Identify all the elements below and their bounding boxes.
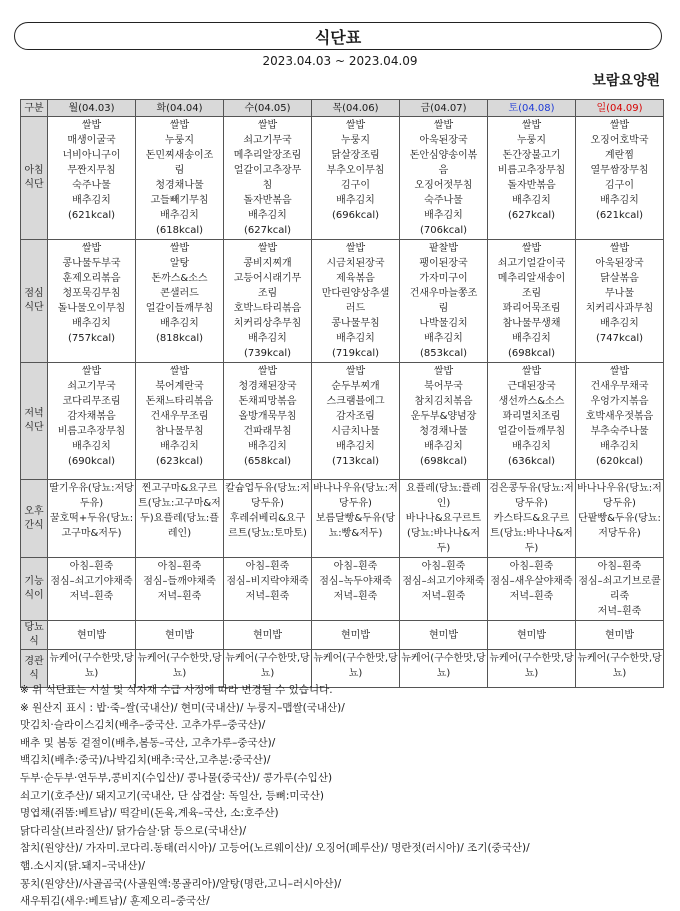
menu-cell — [224, 117, 312, 240]
menu-item: (853kcal) — [419, 348, 468, 359]
menu-item: 참나물무침 — [155, 426, 204, 437]
menu-item: 순두부찌개 — [331, 381, 380, 392]
row-label-line: 식단 — [24, 179, 44, 190]
row-breakfast — [21, 117, 664, 240]
menu-item: 조림 — [521, 288, 542, 299]
menu-item: 현미밥 — [429, 629, 458, 641]
menu-cell — [224, 480, 312, 558]
menu-item: 오징어젓무침 — [414, 180, 473, 191]
menu-cell — [400, 621, 488, 650]
menu-cell — [224, 621, 312, 650]
note-line: 맛김치·슬라이스김치(배추–중국산. 고추가루–중국산)/ — [20, 719, 266, 732]
menu-cell — [576, 363, 664, 480]
row-snack — [21, 480, 664, 558]
menu-item: (698kcal) — [507, 348, 556, 359]
menu-item: 저녁–흰죽 — [245, 591, 290, 602]
menu-cell — [400, 363, 488, 480]
menu-cell — [576, 240, 664, 363]
notes-section — [20, 682, 670, 911]
menu-cell — [576, 480, 664, 558]
menu-cell — [312, 240, 400, 363]
menu-item: 운두부&양념장 — [410, 411, 477, 422]
menu-item: 쇠고기무국 — [67, 381, 116, 392]
day-header-tue: 화(04.04) — [136, 100, 224, 117]
menu-item: 오징어호박국 — [590, 135, 649, 146]
menu-item: 생선까스&소스 — [498, 396, 565, 407]
row-label-line: 식단 — [24, 422, 44, 433]
menu-item: 저녁–흰죽 — [509, 591, 554, 602]
menu-item: 콩나물두부국 — [62, 258, 121, 269]
menu-cell — [48, 117, 136, 240]
menu-item: 뉴케어(구수한맛,당뇨) — [313, 653, 398, 679]
menu-item: 청경채나물 — [155, 180, 204, 191]
menu-item: 점심–새우살야채죽 — [490, 576, 573, 587]
menu-item: 부추숙주나물 — [590, 426, 649, 437]
menu-item: 아침–흰죽 — [333, 561, 378, 572]
day-header-row — [21, 100, 664, 117]
day-header-sat: 토(04.08) — [488, 100, 576, 117]
menu-item: (621kcal) — [595, 210, 644, 221]
menu-item: 코다리무조림 — [62, 396, 121, 407]
menu-item: 훈제오리볶음 — [62, 273, 121, 284]
menu-item: (690kcal) — [67, 456, 116, 467]
menu-item: 비름고추장무침 — [57, 426, 126, 437]
menu-item: 쌀밥 — [257, 366, 278, 377]
menu-item: 시금치된장국 — [326, 258, 385, 269]
menu-item: 치커리사과무침 — [585, 303, 654, 314]
menu-item: 김구이 — [341, 180, 370, 191]
menu-item: 바나나우유(당뇨:저당두유) — [313, 483, 398, 509]
menu-item: 조림 — [257, 288, 278, 299]
row-label-breakfast — [21, 117, 48, 240]
menu-item: 호박새우젓볶음 — [585, 411, 654, 422]
menu-item: 쌀밥 — [521, 243, 542, 254]
menu-item: 저녁–흰죽 — [157, 591, 202, 602]
menu-item: 검은콩두유(당뇨:저당두유) — [489, 483, 574, 509]
menu-item: 쌀밥 — [81, 366, 102, 377]
menu-cell — [312, 480, 400, 558]
menu-cell — [312, 117, 400, 240]
row-label-line: 식 — [29, 636, 39, 647]
row-diabetic-diet — [21, 621, 664, 650]
menu-item: 점심–비지락야채죽 — [226, 576, 309, 587]
menu-item: 배추김치 — [424, 333, 463, 344]
menu-cell — [136, 480, 224, 558]
day-header-mon: 월(04.03) — [48, 100, 136, 117]
menu-item: 콘샐러드 — [160, 288, 199, 299]
menu-item: (623kcal) — [155, 456, 204, 467]
menu-item: 쌀밥 — [345, 120, 366, 131]
menu-item: 뉴케어(구수한맛,당뇨) — [577, 653, 662, 679]
menu-item: 꽈리어묵조림 — [502, 303, 561, 314]
menu-item: 저녁–흰죽 — [421, 591, 466, 602]
menu-item: 뉴케어(구수한맛,당뇨) — [489, 653, 574, 679]
menu-item: 찐고구마&요구르트(당뇨:고구마&저두)요플레(당뇨:플레인) — [138, 483, 221, 539]
menu-item: 제육볶음 — [336, 273, 375, 284]
menu-item: 비름고추장무침 — [497, 165, 566, 176]
menu-item: 콩나물무침 — [331, 318, 380, 329]
menu-item: 단팥빵&두유(당뇨:저당두유) — [578, 513, 661, 539]
menu-item: 배추김치 — [512, 441, 551, 452]
menu-item: (636kcal) — [507, 456, 556, 467]
menu-item: 저녁–흰죽 — [69, 591, 114, 602]
menu-item: 올방개묵무침 — [238, 411, 297, 422]
menu-cell — [488, 117, 576, 240]
menu-item: 북어무국 — [424, 381, 463, 392]
row-label-dinner — [21, 363, 48, 480]
menu-item: (627kcal) — [507, 210, 556, 221]
menu-item: 스크램블에그 — [326, 396, 385, 407]
menu-item: 아욱된장국 — [419, 135, 468, 146]
menu-item: 배추김치 — [600, 441, 639, 452]
menu-item: 후레쉬베리&요구르트(당뇨:토마토) — [228, 513, 307, 539]
menu-cell — [576, 117, 664, 240]
menu-item: 누룽지 — [165, 135, 194, 146]
menu-item: 가자미구이 — [419, 273, 468, 284]
menu-item: 배추김치 — [160, 210, 199, 221]
menu-item: 팽이된장국 — [419, 258, 468, 269]
note-line: 참치(원양산)/ 가자미.코다리.동태(러시아)/ 고등어(노르웨이산)/ 오징어(페루산)/ 명란젓(러시아)/ 조기(중국산)/ — [20, 842, 530, 855]
menu-item: 뉴케어(구수한맛,당뇨) — [137, 653, 222, 679]
menu-item: 현미밥 — [517, 629, 546, 641]
menu-item: 청경채나물 — [419, 426, 468, 437]
facility-name: 보람요양원 — [592, 73, 660, 89]
menu-item: 배추김치 — [248, 441, 287, 452]
menu-item: 우엉가지볶음 — [590, 396, 649, 407]
menu-item: 배추김치 — [72, 318, 111, 329]
note-line: 꽁치(원양산)/사골곰국(사골원액:몽골리아)/알탕(명란,고니–러시아산)/ — [20, 877, 342, 890]
menu-item: 칼슘업두유(당뇨:저당두유) — [225, 483, 310, 509]
menu-item: 쌀밥 — [521, 120, 542, 131]
menu-item: 닭살장조림 — [331, 150, 380, 161]
day-header-wed: 수(04.05) — [224, 100, 312, 117]
row-functional-diet — [21, 558, 664, 621]
menu-item: 메추리알새송이 — [497, 273, 566, 284]
corner-header: 구분 — [21, 100, 48, 117]
menu-item: 배추김치 — [336, 333, 375, 344]
menu-item: 배추김치 — [248, 210, 287, 221]
menu-cell — [48, 480, 136, 558]
menu-item: 쌀밥 — [609, 243, 630, 254]
menu-item: 얼갈이들깨무침 — [497, 426, 566, 437]
menu-item: 배추김치 — [424, 441, 463, 452]
menu-cell — [400, 480, 488, 558]
menu-cell — [136, 117, 224, 240]
menu-item: 쌀밥 — [345, 243, 366, 254]
menu-item: 뉴케어(구수한맛,당뇨) — [401, 653, 486, 679]
menu-item: 메추리알장조림 — [233, 150, 302, 161]
day-header-sun: 일(04.09) — [576, 100, 664, 117]
menu-item: 매생이굴국 — [67, 135, 116, 146]
menu-item: 쇠고기무국 — [243, 135, 292, 146]
menu-item: 배추김치 — [512, 195, 551, 206]
menu-item: 딸기우유(당뇨:저당두유) — [49, 483, 134, 509]
menu-item: 현미밥 — [341, 629, 370, 641]
day-header-thu: 목(04.06) — [312, 100, 400, 117]
menu-item: 누룽지 — [341, 135, 370, 146]
menu-item: 콩비지찌개 — [243, 258, 292, 269]
menu-item: 저녁–흰죽 — [597, 606, 642, 617]
menu-item: 점심–쇠고기야채죽 — [402, 576, 485, 587]
menu-item: 현미밥 — [605, 629, 634, 641]
menu-item: 뉴케어(구수한맛,당뇨) — [49, 653, 134, 679]
menu-item: (620kcal) — [595, 456, 644, 467]
menu-item: (818kcal) — [155, 333, 204, 344]
menu-item: 아침–흰죽 — [597, 561, 642, 572]
menu-item: 감자채볶음 — [67, 411, 116, 422]
menu-cell — [136, 621, 224, 650]
menu-item: 배추김치 — [160, 318, 199, 329]
note-line: 백김치(배추:중국)/나박김치(배추:국산,고추분:중국산)/ — [20, 754, 271, 767]
menu-item: 고등어시래기무 — [233, 273, 302, 284]
row-lunch — [21, 240, 664, 363]
note-line: 닭다리살(브라질산)/ 닭가슴살·닭 등으로(국내산)/ — [20, 824, 247, 837]
row-label-functional-diet — [21, 558, 48, 621]
menu-item: 아침–흰죽 — [245, 561, 290, 572]
menu-item: 숙주나물 — [72, 180, 111, 191]
menu-item: 아침–흰죽 — [421, 561, 466, 572]
menu-item: 요플레(당뇨:플레인) — [406, 483, 481, 509]
menu-item: (757kcal) — [67, 333, 116, 344]
day-header-fri: 금(04.07) — [400, 100, 488, 117]
menu-cell — [136, 558, 224, 621]
note-line: 햄.소시지(닭.돼지–국내산)/ — [20, 859, 146, 872]
menu-cell — [224, 558, 312, 621]
menu-item: 돈간장불고기 — [502, 150, 561, 161]
row-label-diabetic-diet — [21, 621, 48, 650]
row-label-line: 경관 — [24, 655, 44, 667]
menu-item: 돈민찌새송이조 — [145, 150, 214, 161]
menu-item: (658kcal) — [243, 456, 292, 467]
menu-item: 저녁–흰죽 — [333, 591, 378, 602]
date-range: 2023.04.03 ~ 2023.04.09 — [262, 54, 418, 68]
menu-item: 팥찰밥 — [429, 243, 458, 254]
menu-cell — [312, 621, 400, 650]
menu-item: 배추김치 — [424, 210, 463, 221]
menu-item: 호박느타리볶음 — [233, 303, 302, 314]
menu-item: (719kcal) — [331, 348, 380, 359]
menu-cell — [48, 363, 136, 480]
menu-item: 쌀밥 — [169, 243, 190, 254]
menu-item: 참나물무생채 — [502, 318, 561, 329]
menu-item: 누룽지 — [517, 135, 546, 146]
menu-item: 바나나&요구르트(당뇨:바나나&저두) — [405, 513, 482, 554]
menu-item: 배추김치 — [336, 441, 375, 452]
menu-cell — [400, 240, 488, 363]
note-line: 새우튀김(새우:베트남)/ 훈제오리–중국산/ — [20, 895, 210, 908]
menu-item: 숙주나물 — [424, 195, 463, 206]
row-label-lunch — [21, 240, 48, 363]
menu-item: 배추김치 — [600, 195, 639, 206]
note-line: 쇠고기(호주산)/ 돼지고기(국내산, 단 삼겹살: 독일산, 등뼈:미국산) — [20, 789, 324, 802]
menu-item: 배추김치 — [72, 195, 111, 206]
menu-item: 아욱된장국 — [595, 258, 644, 269]
row-label-line: 아침 — [24, 165, 44, 176]
menu-item: 돈채느타리볶음 — [145, 396, 214, 407]
menu-item: 돈채피망볶음 — [238, 396, 297, 407]
menu-item: 건새우무조림 — [150, 411, 209, 422]
menu-item: 돌나물오이무침 — [57, 303, 126, 314]
menu-item: 카스타드&요구르트(당뇨:바나나&저두) — [490, 513, 573, 554]
menu-item: 점심–들깨야채죽 — [143, 576, 216, 587]
menu-item: 돈안심양송이볶 — [409, 150, 478, 161]
menu-item: (696kcal) — [331, 210, 380, 221]
menu-item: 배추김치 — [160, 441, 199, 452]
menu-item: 시금치나물 — [331, 426, 380, 437]
note-line: 두부·순두부·연두부,콩비지(수입산)/ 콩나물(중국산)/ 콩가루(수입산) — [20, 771, 333, 784]
row-label-line: 식이 — [24, 590, 44, 601]
menu-item: 아침–흰죽 — [157, 561, 202, 572]
menu-item: 쌀밥 — [345, 366, 366, 377]
menu-item: 음 — [438, 165, 449, 176]
menu-item: 얼갈이들깨무침 — [145, 303, 214, 314]
menu-item: 쌀밥 — [257, 243, 278, 254]
menu-item: (698kcal) — [419, 456, 468, 467]
menu-item: 쌀밥 — [257, 120, 278, 131]
menu-item: 돈까스&소스 — [151, 273, 208, 284]
menu-item: 건파래무침 — [243, 426, 292, 437]
row-label-line: 식단 — [24, 302, 44, 313]
menu-item: 돌자반볶음 — [507, 180, 556, 191]
menu-item: 돌자반볶음 — [243, 195, 292, 206]
menu-item: 청포묵김무침 — [62, 288, 121, 299]
menu-item: 배추김치 — [336, 195, 375, 206]
weekly-menu-table — [20, 99, 664, 688]
menu-cell — [48, 240, 136, 363]
menu-item: (618kcal) — [155, 225, 204, 236]
menu-item: 쌀밥 — [521, 366, 542, 377]
row-label-line: 오후 — [24, 505, 44, 517]
menu-item: (627kcal) — [243, 225, 292, 236]
menu-cell — [312, 363, 400, 480]
menu-cell — [224, 240, 312, 363]
menu-item: 쌀밥 — [433, 120, 454, 131]
menu-cell — [312, 558, 400, 621]
menu-item: 나박물김치 — [419, 318, 468, 329]
menu-item: (739kcal) — [243, 348, 292, 359]
menu-item: 쌀밥 — [81, 243, 102, 254]
menu-item: 근대된장국 — [507, 381, 556, 392]
menu-item: 청경채된장국 — [238, 381, 297, 392]
menu-item: 점심–쇠고기브로콜리죽 — [578, 576, 661, 602]
menu-cell — [48, 558, 136, 621]
row-label-line: 간식 — [24, 519, 44, 531]
menu-item: 점심–쇠고기야채죽 — [50, 576, 133, 587]
menu-item: 닭살볶음 — [600, 273, 639, 284]
menu-cell — [224, 363, 312, 480]
menu-item: 보름달빵&두유(당뇨:빵&저두) — [315, 513, 396, 539]
menu-item: 배추김치 — [600, 318, 639, 329]
menu-cell — [136, 363, 224, 480]
menu-cell — [488, 363, 576, 480]
menu-title: 식단표 — [14, 22, 662, 50]
menu-cell — [400, 558, 488, 621]
menu-item: 고들빼기무침 — [150, 195, 209, 206]
menu-cell — [576, 621, 664, 650]
menu-item: 쌀밥 — [609, 120, 630, 131]
menu-item: 무나물 — [605, 288, 634, 299]
menu-item: 꽈리멸치조림 — [502, 411, 561, 422]
row-label-snack — [21, 480, 48, 558]
menu-item: 만다린양상추샐 — [321, 288, 390, 299]
note-line: 명엽채(쥐똠:베트남)/ 떡갈비(돈육,계육–국산, 소:호주산) — [20, 807, 279, 820]
menu-item: 쌀밥 — [81, 120, 102, 131]
menu-item: 러드 — [345, 303, 366, 314]
row-dinner — [21, 363, 664, 480]
menu-item: 배추김치 — [248, 333, 287, 344]
menu-item: 림 — [174, 165, 185, 176]
menu-item: 바나나우유(당뇨:저당두유) — [577, 483, 662, 509]
menu-cell — [576, 558, 664, 621]
row-label-line: 저녁 — [24, 408, 44, 419]
menu-item: 너비아니구이 — [62, 150, 121, 161]
note-line: ※ 위 식단표는 시설 및 식자재 수급 사정에 따라 변경될 수 있습니다. — [20, 684, 333, 696]
menu-item: 점심–녹두야채죽 — [319, 576, 392, 587]
note-line: 배추 및 봄동 겉절이(배추,봄동–국산, 고추가루–중국산)/ — [20, 736, 276, 749]
menu-item: (621kcal) — [67, 210, 116, 221]
menu-item: 림 — [438, 303, 449, 314]
row-label-line: 기능 — [24, 576, 44, 587]
menu-cell — [400, 117, 488, 240]
row-label-line: 식 — [29, 669, 39, 681]
menu-cell — [48, 621, 136, 650]
menu-item: (747kcal) — [595, 333, 644, 344]
menu-item: (713kcal) — [331, 456, 380, 467]
menu-cell — [136, 240, 224, 363]
menu-cell — [488, 480, 576, 558]
menu-item: 현미밥 — [253, 629, 282, 641]
menu-item: 얼갈이고추장무 — [233, 165, 302, 176]
menu-item: 배추김치 — [512, 333, 551, 344]
menu-item: 치커리상추무침 — [233, 318, 302, 329]
menu-item: 건새우마늘쫑조 — [409, 288, 478, 299]
menu-cell — [488, 558, 576, 621]
menu-item: 감자조림 — [336, 411, 375, 422]
menu-item: 현미밥 — [77, 629, 106, 641]
menu-item: 뉴케어(구수한맛,당뇨) — [225, 653, 310, 679]
menu-item: 북어계란국 — [155, 381, 204, 392]
menu-item: 쌀밥 — [433, 366, 454, 377]
menu-item: 쌀밥 — [169, 120, 190, 131]
row-label-line: 점심 — [24, 288, 44, 299]
menu-item: 아침–흰죽 — [509, 561, 554, 572]
menu-item: 침 — [262, 180, 273, 191]
menu-item: 무짠지무침 — [67, 165, 116, 176]
menu-item: 부추오이무침 — [326, 165, 385, 176]
note-line: ※ 원산지 표시 : 밥·죽–쌀(국내산)/ 현미(국내산)/ 누룽지–맵쌀(국내산)/ — [20, 701, 345, 714]
menu-cell — [488, 240, 576, 363]
menu-item: 김구이 — [605, 180, 634, 191]
menu-item: 계란찜 — [605, 150, 634, 161]
menu-item: 쇠고기얼갈이국 — [497, 258, 566, 269]
menu-item: 알탕 — [169, 258, 190, 269]
menu-item: 아침–흰죽 — [69, 561, 114, 572]
menu-item: 현미밥 — [165, 629, 194, 641]
menu-item: 건새우무채국 — [590, 381, 649, 392]
row-label-line: 당뇨 — [24, 622, 44, 633]
menu-body — [21, 117, 664, 688]
menu-item: 꿀호떡+두유(당뇨:고구마&저두) — [49, 513, 134, 539]
menu-item: 쌀밥 — [609, 366, 630, 377]
menu-item: 쌀밥 — [169, 366, 190, 377]
menu-item: (706kcal) — [419, 225, 468, 236]
menu-item: 열무쌈장무침 — [590, 165, 649, 176]
menu-item: 배추김치 — [72, 441, 111, 452]
menu-cell — [488, 621, 576, 650]
menu-item: 참치김치볶음 — [414, 396, 473, 407]
